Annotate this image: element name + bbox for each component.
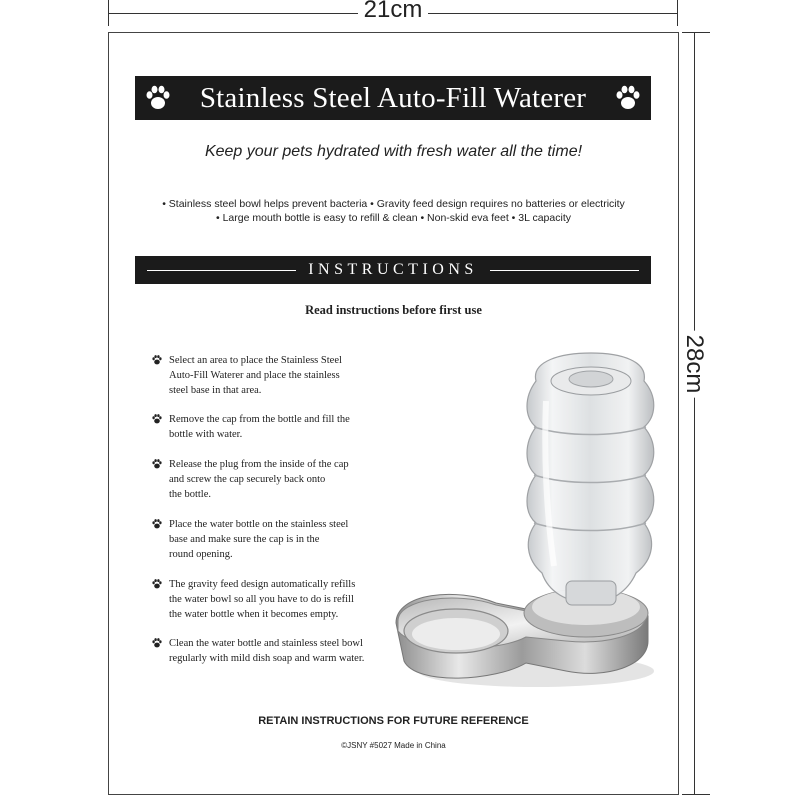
height-dimension-label: 28cm [680, 331, 708, 398]
list-item [151, 636, 399, 666]
list-item [151, 412, 399, 442]
paw-bullet-icon [151, 578, 163, 590]
paw-bullet-icon [151, 413, 163, 425]
banner-rule-left [147, 270, 296, 271]
instructions-banner [135, 256, 651, 284]
paw-bullet-icon [151, 458, 163, 470]
banner-rule-right [490, 270, 639, 271]
waterer-product-image [386, 341, 656, 696]
paw-bullet-icon [151, 354, 163, 366]
height-dimension [680, 32, 720, 797]
paw-bullet-icon [151, 637, 163, 649]
width-dimension [108, 0, 678, 28]
paw-print-icon [613, 83, 643, 113]
instructions-heading: INSTRUCTIONS [308, 261, 478, 278]
list-item [151, 457, 399, 502]
feature-line-1: • Stainless steel bowl helps prevent bacteria • Gravity feed design requires no batteries or electricity [162, 198, 625, 210]
feature-line-2: • Large mouth bottle is easy to refill & clean • Non-skid eva feet • 3L capacity [216, 212, 571, 224]
list-item [151, 517, 399, 562]
step-text: Clean the water bottle and stainless steel bowl regularly with mild dish soap and warm water. [169, 638, 365, 664]
paw-print-icon [143, 83, 173, 113]
paw-bullet-icon [151, 518, 163, 530]
footer-info: ©JSNY #5027 Made in China [341, 741, 446, 750]
title-banner [135, 76, 651, 120]
tagline: Keep your pets hydrated with fresh water all the time! [204, 143, 583, 160]
height-dimension-line [694, 32, 695, 795]
feature-list [109, 197, 678, 225]
retain-notice: RETAIN INSTRUCTIONS FOR FUTURE REFERENCE [258, 715, 529, 727]
step-text: Place the water bottle on the stainless steel base and make sure the cap is in the round opening. [169, 519, 349, 560]
read-first-notice: Read instructions before first use [305, 303, 482, 317]
step-text: The gravity feed design automatically refills the water bowl so all you have to do is refill the water bottle when it becomes empty. [169, 579, 356, 620]
step-text: Release the plug from the inside of the cap and screw the cap securely back onto the bottle. [169, 459, 349, 500]
list-item [151, 353, 399, 398]
height-dimension-tick-bottom [682, 794, 710, 795]
step-text: Remove the cap from the bottle and fill the bottle with water. [169, 414, 350, 440]
page-title: Stainless Steel Auto-Fill Waterer [199, 81, 587, 114]
instruction-sheet [108, 32, 679, 795]
height-dimension-tick-top [682, 32, 710, 33]
list-item [151, 577, 399, 622]
step-text: Select an area to place the Stainless Steel Auto-Fill Waterer and place the stainless steel base in that area. [169, 355, 342, 396]
width-dimension-label: 21cm [358, 0, 429, 23]
